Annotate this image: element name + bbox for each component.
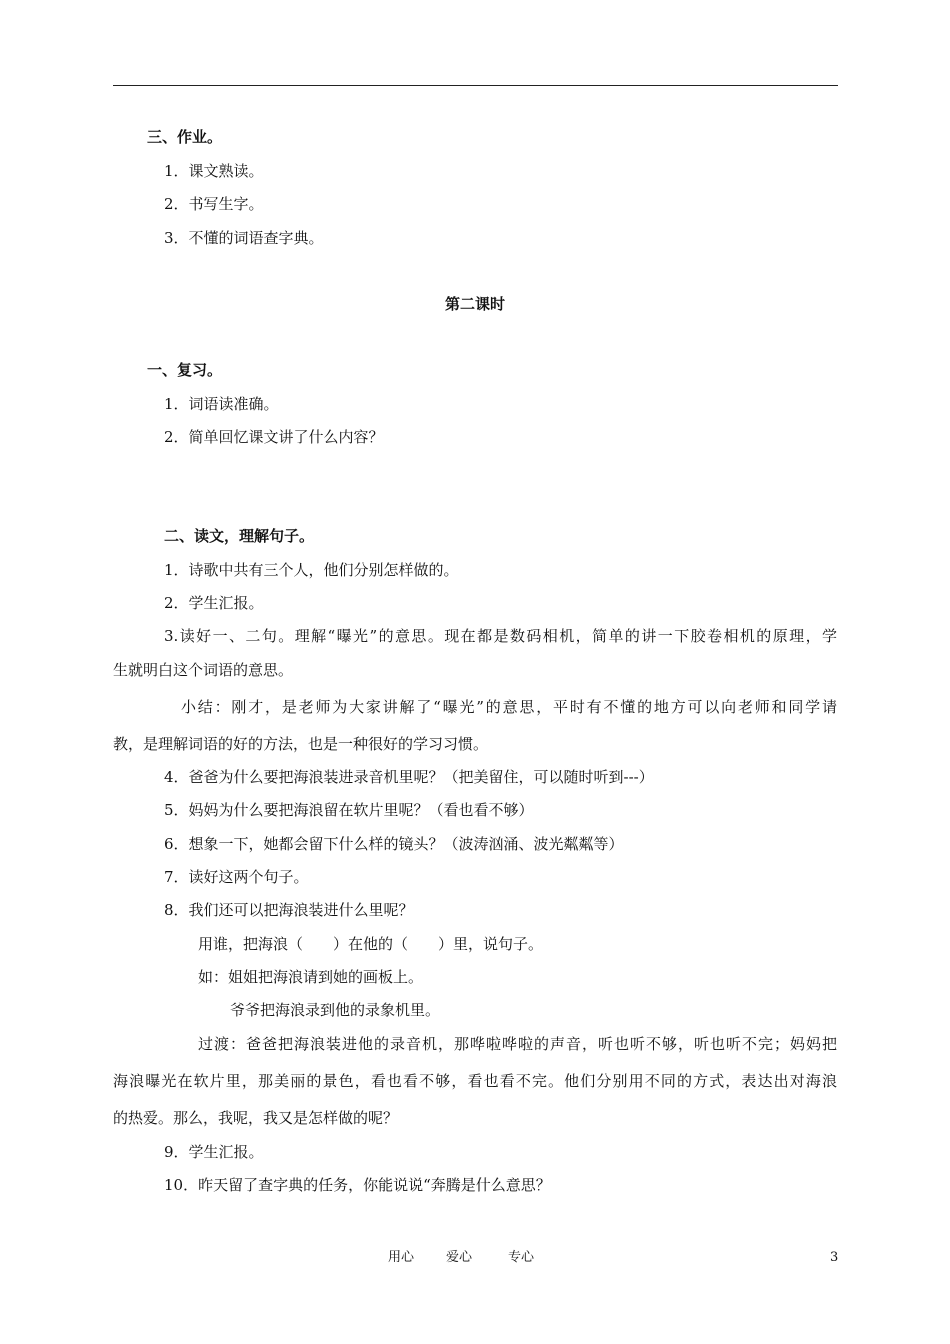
reading-line: 5．妈妈为什么要把海浪留在软片里呢？（看也看不够） bbox=[164, 801, 534, 819]
footer-text-1: 用心 bbox=[388, 1250, 415, 1265]
homework-item: 2．书写生字。 bbox=[164, 195, 264, 213]
reading-line: 7．读好这两个句子。 bbox=[164, 868, 309, 886]
reading-line: 8．我们还可以把海浪装进什么里呢？ bbox=[164, 901, 414, 919]
lesson-title: 第二课时 bbox=[444, 295, 505, 313]
homework-item: 1．课文熟读。 bbox=[164, 162, 264, 180]
review-item: 1．词语读准确。 bbox=[164, 395, 279, 413]
reading-line: 1．诗歌中共有三个人，他们分别怎样做的。 bbox=[164, 561, 459, 579]
transition-line: 过渡：爸爸把海浪装进他的录音机，那哗啦哗啦的声音，听也听不够，听也听不完；妈妈把 bbox=[198, 1035, 837, 1053]
reading-line: 4．爸爸为什么要把海浪装进录音机里呢？（把美留住，可以随时听到---） bbox=[164, 768, 654, 786]
header-rule bbox=[113, 85, 838, 86]
review-item: 2．简单回忆课文讲了什么内容？ bbox=[164, 428, 384, 446]
reading-line: 6．想象一下，她都会留下什么样的镜头？（波涛汹涌、波光粼粼等） bbox=[164, 835, 624, 853]
reading-line: 2．学生汇报。 bbox=[164, 594, 264, 612]
homework-heading: 三、作业。 bbox=[147, 128, 223, 146]
review-heading: 一、复习。 bbox=[147, 361, 223, 379]
example-line: 如：姐姐把海浪请到她的画板上。 bbox=[198, 968, 424, 986]
example-line: 爷爷把海浪录到他的录象机里。 bbox=[230, 1001, 441, 1019]
reading-heading: 二、读文，理解句子。 bbox=[164, 527, 315, 545]
reading-line: 10．昨天留了查字典的任务，你能说说“奔腾是什么意思？ bbox=[164, 1176, 551, 1194]
transition-line: 海浪曝光在软片里，那美丽的景色，看也看不够，看也看不完。他们分别用不同的方式，表达出对海浪 bbox=[113, 1072, 837, 1090]
reading-summary-line: 教，是理解词语的好的方法，也是一种很好的学习习惯。 bbox=[113, 735, 489, 753]
footer-text-3: 专心 bbox=[508, 1250, 535, 1265]
page-number: 3 bbox=[830, 1250, 839, 1265]
transition-line: 的热爱。那么，我呢，我又是怎样做的呢？ bbox=[113, 1109, 399, 1127]
sentence-pattern: 用谁，把海浪（ ）在他的（ ）里，说句子。 bbox=[198, 935, 544, 953]
reading-summary-line: 小结：刚才，是老师为大家讲解了“曝光”的意思，平时有不懂的地方可以向老师和同学请 bbox=[181, 698, 837, 716]
reading-line: 9．学生汇报。 bbox=[164, 1143, 264, 1161]
reading-line: 生就明白这个词语的意思。 bbox=[113, 661, 294, 679]
reading-line: 3.读好一、二句。理解“曝光”的意思。现在都是数码相机，简单的讲一下胶卷相机的原理，学 bbox=[164, 627, 837, 645]
homework-item: 3．不懂的词语查字典。 bbox=[164, 229, 324, 247]
footer-text-2: 爱心 bbox=[446, 1250, 473, 1265]
